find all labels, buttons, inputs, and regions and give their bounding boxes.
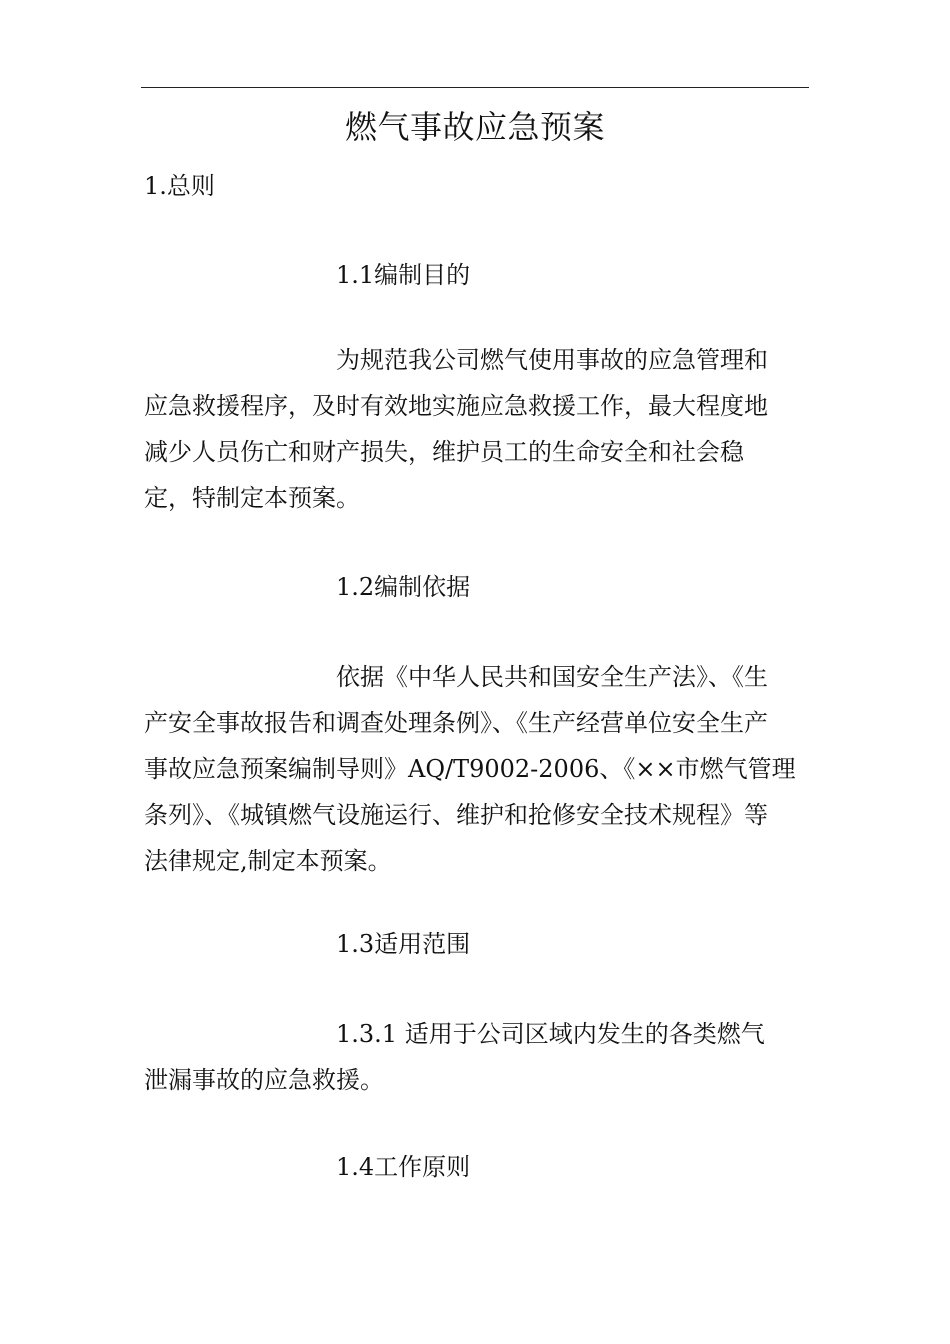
paragraph-line: 1.3.1 适用于公司区域内发生的各类燃气 <box>336 1020 765 1048</box>
paragraph-line: 条列》、《城镇燃气设施运行、维护和抢修安全技术规程》等 <box>144 801 768 829</box>
paragraph-line: 为规范我公司燃气使用事故的应急管理和 <box>336 346 768 374</box>
paragraph-line: 依据《中华人民共和国安全生产法》、《生 <box>336 663 768 691</box>
paragraph-basis <box>144 654 834 884</box>
paragraph-line: 应急救援程序，及时有效地实施应急救援工作，最大程度地 <box>144 392 768 420</box>
paragraph-purpose <box>144 337 834 521</box>
subsection-heading-purpose: 1.1编制目的 <box>336 261 471 289</box>
paragraph-line: 定，特制定本预案。 <box>144 484 360 512</box>
paragraph-line: 法律规定,制定本预案。 <box>144 847 392 875</box>
section-heading-general: 1.总则 <box>144 172 215 200</box>
document-title: 燃气事故应急预案 <box>344 108 605 146</box>
paragraph-scope <box>144 1011 834 1103</box>
subsection-heading-basis: 1.2编制依据 <box>336 573 471 601</box>
paragraph-line: 泄漏事故的应急救援。 <box>144 1066 384 1094</box>
subsection-heading-scope: 1.3适用范围 <box>336 930 471 958</box>
subsection-heading-principles: 1.4工作原则 <box>336 1153 471 1181</box>
paragraph-line: 事故应急预案编制导则》AQ/T9002-2006、《××市燃气管理 <box>144 755 796 783</box>
header-rule <box>141 87 809 88</box>
paragraph-line: 产安全事故报告和调查处理条例》、《生产经营单位安全生产 <box>144 709 768 737</box>
paragraph-line: 减少人员伤亡和财产损失，维护员工的生命安全和社会稳 <box>144 438 744 466</box>
